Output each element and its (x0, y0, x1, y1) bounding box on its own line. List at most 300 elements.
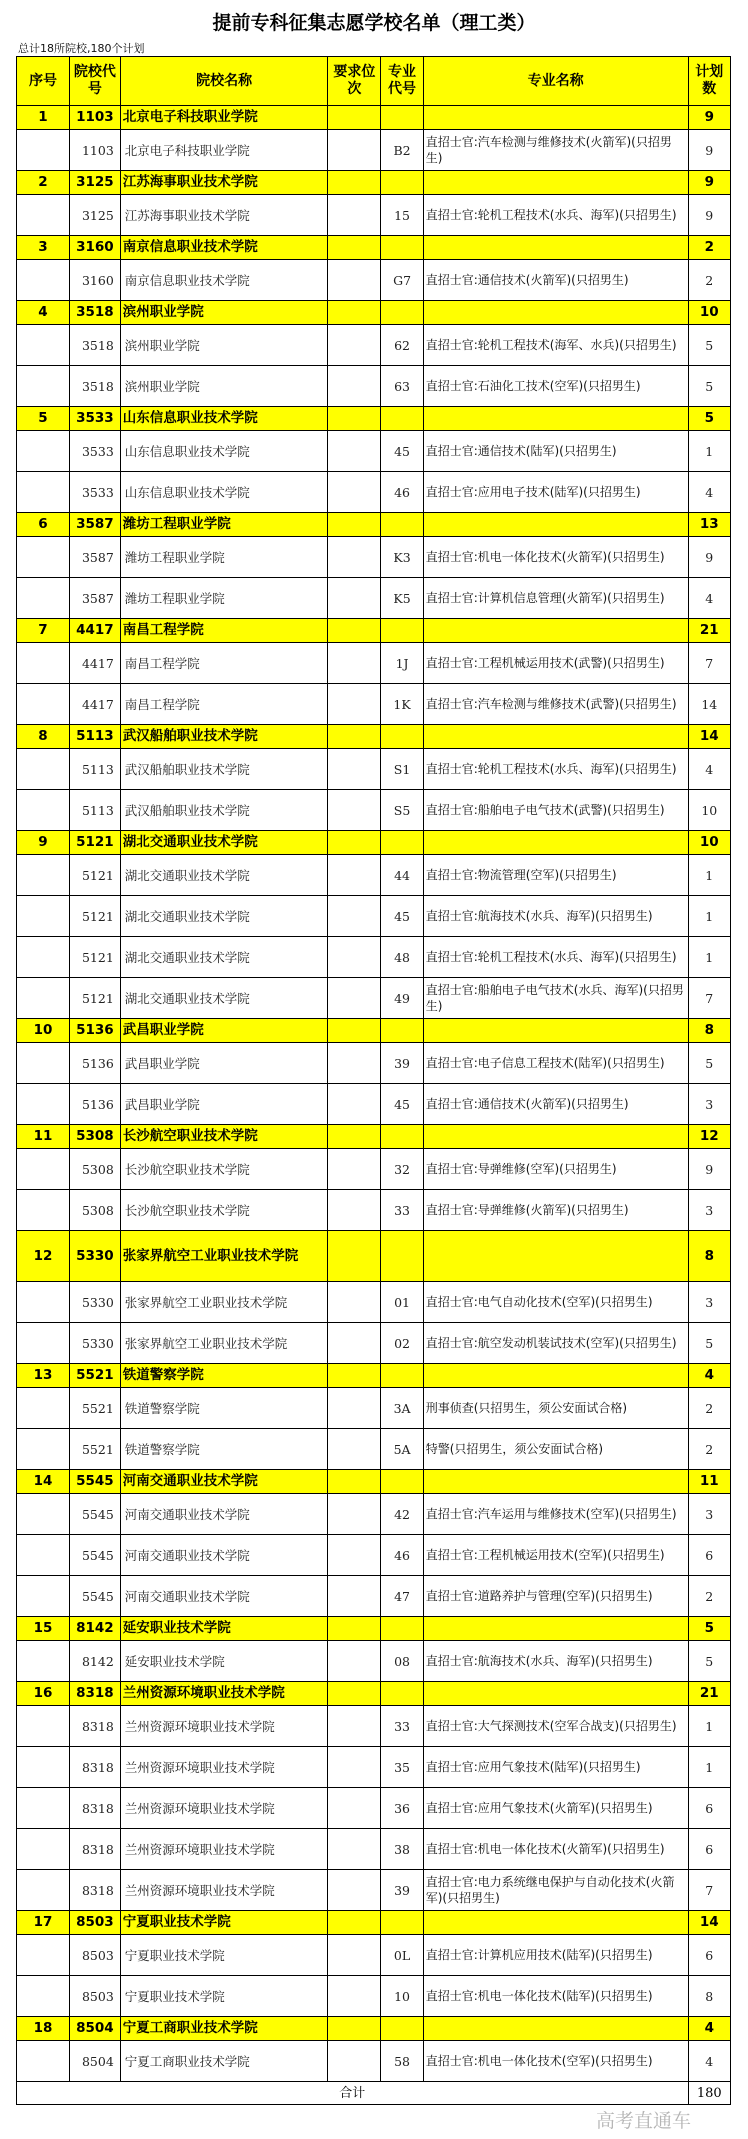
major-school-code: 5136 (69, 1043, 120, 1084)
major-plan: 7 (688, 643, 730, 684)
major-plan: 5 (688, 1043, 730, 1084)
major-school-code: 5121 (69, 978, 120, 1019)
school-major-name (423, 2017, 688, 2041)
major-school-code: 8504 (69, 2041, 120, 2082)
major-plan: 2 (688, 1429, 730, 1470)
school-code: 5121 (69, 831, 120, 855)
major-plan: 9 (688, 537, 730, 578)
major-seq (17, 260, 70, 301)
major-requirement (328, 1747, 381, 1788)
major-requirement (328, 1641, 381, 1682)
school-name: 武昌职业学院 (120, 1019, 328, 1043)
major-code: 02 (381, 1323, 423, 1364)
school-name: 武汉船舶职业技术学院 (120, 725, 328, 749)
major-name: 直招士官:轮机工程技术(水兵、海军)(只招男生) (423, 937, 688, 978)
major-row (17, 1043, 731, 1084)
major-school-name: 铁道警察学院 (120, 1429, 328, 1470)
major-school-code: 5121 (69, 855, 120, 896)
major-school-name: 南昌工程学院 (120, 684, 328, 725)
major-seq (17, 366, 70, 407)
major-code: 63 (381, 366, 423, 407)
school-requirement (328, 236, 381, 260)
major-name: 刑事侦查(只招男生，须公安面试合格) (423, 1388, 688, 1429)
major-school-name: 山东信息职业技术学院 (120, 472, 328, 513)
major-plan: 2 (688, 1388, 730, 1429)
major-name: 直招士官:电力系统继电保护与自动化技术(火箭军)(只招男生) (423, 1870, 688, 1911)
major-requirement (328, 2041, 381, 2082)
school-major-code (381, 1364, 423, 1388)
major-school-name: 武昌职业学院 (120, 1084, 328, 1125)
school-list-table (16, 56, 731, 2105)
major-school-name: 潍坊工程职业学院 (120, 578, 328, 619)
major-school-code: 3533 (69, 431, 120, 472)
major-row (17, 1535, 731, 1576)
major-plan: 5 (688, 1641, 730, 1682)
school-requirement (328, 1125, 381, 1149)
major-name: 直招士官:航空发动机装试技术(空军)(只招男生) (423, 1323, 688, 1364)
major-seq (17, 978, 70, 1019)
major-code: 47 (381, 1576, 423, 1617)
school-plan: 14 (688, 1911, 730, 1935)
major-row (17, 1323, 731, 1364)
school-major-code (381, 301, 423, 325)
major-code: 38 (381, 1829, 423, 1870)
school-major-name (423, 1617, 688, 1641)
major-seq (17, 537, 70, 578)
header-plan: 计划数 (688, 57, 730, 106)
school-row (17, 2017, 731, 2041)
major-school-code: 5121 (69, 937, 120, 978)
major-code: B2 (381, 130, 423, 171)
school-major-name (423, 1364, 688, 1388)
school-name: 江苏海事职业技术学院 (120, 171, 328, 195)
school-code: 8142 (69, 1617, 120, 1641)
major-school-name: 长沙航空职业技术学院 (120, 1190, 328, 1231)
major-school-code: 3518 (69, 366, 120, 407)
major-name: 直招士官:通信技术(陆军)(只招男生) (423, 431, 688, 472)
major-name: 直招士官:导弹维修(火箭军)(只招男生) (423, 1190, 688, 1231)
school-row (17, 1364, 731, 1388)
major-code: 0L (381, 1935, 423, 1976)
major-code: 1J (381, 643, 423, 684)
major-school-code: 5308 (69, 1149, 120, 1190)
school-major-code (381, 106, 423, 130)
school-plan: 5 (688, 407, 730, 431)
school-requirement (328, 1911, 381, 1935)
major-code: 32 (381, 1149, 423, 1190)
major-row (17, 260, 731, 301)
major-requirement (328, 472, 381, 513)
major-school-code: 3587 (69, 578, 120, 619)
school-name: 南京信息职业技术学院 (120, 236, 328, 260)
major-school-name: 湖北交通职业技术学院 (120, 855, 328, 896)
major-row (17, 1829, 731, 1870)
major-seq (17, 1494, 70, 1535)
school-major-name (423, 106, 688, 130)
school-plan: 8 (688, 1231, 730, 1282)
school-seq: 4 (17, 301, 70, 325)
major-school-name: 滨州职业学院 (120, 325, 328, 366)
school-seq: 11 (17, 1125, 70, 1149)
major-name: 直招士官:汽车检测与维修技术(火箭军)(只招男生) (423, 130, 688, 171)
school-major-name (423, 513, 688, 537)
major-school-name: 宁夏职业技术学院 (120, 1976, 328, 2017)
major-code: 5A (381, 1429, 423, 1470)
school-seq: 6 (17, 513, 70, 537)
major-code: 10 (381, 1976, 423, 2017)
school-plan: 4 (688, 1364, 730, 1388)
major-school-code: 1103 (69, 130, 120, 171)
major-school-code: 4417 (69, 684, 120, 725)
major-row (17, 1935, 731, 1976)
major-seq (17, 749, 70, 790)
major-plan: 6 (688, 1788, 730, 1829)
major-requirement (328, 978, 381, 1019)
major-school-name: 长沙航空职业技术学院 (120, 1149, 328, 1190)
major-name: 直招士官:机电一体化技术(火箭军)(只招男生) (423, 537, 688, 578)
major-code: 36 (381, 1788, 423, 1829)
major-school-name: 武汉船舶职业技术学院 (120, 749, 328, 790)
major-requirement (328, 1323, 381, 1364)
school-requirement (328, 1364, 381, 1388)
major-plan: 9 (688, 1149, 730, 1190)
major-plan: 3 (688, 1494, 730, 1535)
major-school-code: 3160 (69, 260, 120, 301)
header-school-name: 院校名称 (120, 57, 328, 106)
school-requirement (328, 1231, 381, 1282)
major-seq (17, 1747, 70, 1788)
major-school-name: 湖北交通职业技术学院 (120, 896, 328, 937)
major-seq (17, 472, 70, 513)
major-row (17, 1747, 731, 1788)
major-school-name: 南昌工程学院 (120, 643, 328, 684)
major-requirement (328, 1870, 381, 1911)
major-row (17, 1282, 731, 1323)
major-plan: 1 (688, 431, 730, 472)
major-code: 35 (381, 1747, 423, 1788)
major-school-name: 兰州资源环境职业技术学院 (120, 1747, 328, 1788)
school-major-name (423, 1682, 688, 1706)
major-plan: 10 (688, 790, 730, 831)
major-code: 48 (381, 937, 423, 978)
major-name: 直招士官:航海技术(水兵、海军)(只招男生) (423, 1641, 688, 1682)
major-seq (17, 1641, 70, 1682)
major-school-code: 5545 (69, 1494, 120, 1535)
major-seq (17, 790, 70, 831)
total-value: 180 (688, 2082, 730, 2105)
major-plan: 4 (688, 2041, 730, 2082)
school-requirement (328, 513, 381, 537)
major-seq (17, 684, 70, 725)
major-school-name: 铁道警察学院 (120, 1388, 328, 1429)
school-seq: 8 (17, 725, 70, 749)
major-name: 直招士官:导弹维修(空军)(只招男生) (423, 1149, 688, 1190)
school-major-code (381, 1231, 423, 1282)
major-code: 33 (381, 1706, 423, 1747)
major-row (17, 1641, 731, 1682)
major-name: 直招士官:应用气象技术(陆军)(只招男生) (423, 1747, 688, 1788)
school-requirement (328, 407, 381, 431)
major-requirement (328, 260, 381, 301)
school-plan: 14 (688, 725, 730, 749)
school-name: 湖北交通职业技术学院 (120, 831, 328, 855)
school-name: 河南交通职业技术学院 (120, 1470, 328, 1494)
school-major-code (381, 513, 423, 537)
major-row (17, 2041, 731, 2082)
major-plan: 8 (688, 1976, 730, 2017)
school-code: 5521 (69, 1364, 120, 1388)
major-code: K5 (381, 578, 423, 619)
school-major-code (381, 725, 423, 749)
major-plan: 6 (688, 1829, 730, 1870)
school-row (17, 407, 731, 431)
major-seq (17, 1190, 70, 1231)
major-seq (17, 937, 70, 978)
major-school-name: 河南交通职业技术学院 (120, 1535, 328, 1576)
major-seq (17, 1706, 70, 1747)
major-code: 33 (381, 1190, 423, 1231)
major-plan: 7 (688, 1870, 730, 1911)
major-school-code: 5521 (69, 1388, 120, 1429)
major-plan: 14 (688, 684, 730, 725)
major-school-code: 4417 (69, 643, 120, 684)
major-seq (17, 195, 70, 236)
school-major-name (423, 1125, 688, 1149)
school-plan: 9 (688, 171, 730, 195)
school-name: 长沙航空职业技术学院 (120, 1125, 328, 1149)
major-plan: 7 (688, 978, 730, 1019)
major-requirement (328, 578, 381, 619)
school-major-name (423, 1019, 688, 1043)
school-seq: 14 (17, 1470, 70, 1494)
major-school-code: 5330 (69, 1282, 120, 1323)
school-requirement (328, 301, 381, 325)
school-major-name (423, 1231, 688, 1282)
header-major-name: 专业名称 (423, 57, 688, 106)
major-requirement (328, 855, 381, 896)
major-requirement (328, 195, 381, 236)
major-requirement (328, 537, 381, 578)
major-name: 直招士官:轮机工程技术(海军、水兵)(只招男生) (423, 325, 688, 366)
major-plan: 6 (688, 1535, 730, 1576)
major-code: 49 (381, 978, 423, 1019)
school-row (17, 301, 731, 325)
school-major-name (423, 171, 688, 195)
major-school-code: 5113 (69, 790, 120, 831)
major-name: 直招士官:机电一体化技术(陆军)(只招男生) (423, 1976, 688, 2017)
major-school-name: 北京电子科技职业学院 (120, 130, 328, 171)
school-name: 滨州职业学院 (120, 301, 328, 325)
major-school-name: 湖北交通职业技术学院 (120, 937, 328, 978)
major-name: 直招士官:机电一体化技术(火箭军)(只招男生) (423, 1829, 688, 1870)
major-plan: 1 (688, 937, 730, 978)
major-school-code: 5330 (69, 1323, 120, 1364)
major-seq (17, 643, 70, 684)
major-code: S5 (381, 790, 423, 831)
major-school-code: 8318 (69, 1747, 120, 1788)
school-row (17, 725, 731, 749)
major-name: 直招士官:石油化工技术(空军)(只招男生) (423, 366, 688, 407)
school-name: 宁夏工商职业技术学院 (120, 2017, 328, 2041)
major-code: 46 (381, 1535, 423, 1576)
school-row (17, 1911, 731, 1935)
major-seq (17, 325, 70, 366)
school-code: 3533 (69, 407, 120, 431)
major-school-code: 8318 (69, 1870, 120, 1911)
major-name: 直招士官:工程机械运用技术(空军)(只招男生) (423, 1535, 688, 1576)
major-school-code: 5521 (69, 1429, 120, 1470)
major-code: 3A (381, 1388, 423, 1429)
major-code: 42 (381, 1494, 423, 1535)
major-row (17, 855, 731, 896)
major-school-name: 武汉船舶职业技术学院 (120, 790, 328, 831)
school-code: 5113 (69, 725, 120, 749)
major-requirement (328, 1976, 381, 2017)
school-major-code (381, 619, 423, 643)
school-major-code (381, 1470, 423, 1494)
school-major-name (423, 619, 688, 643)
major-plan: 1 (688, 1706, 730, 1747)
major-row (17, 366, 731, 407)
school-row (17, 1682, 731, 1706)
major-code: 46 (381, 472, 423, 513)
major-name: 直招士官:物流管理(空军)(只招男生) (423, 855, 688, 896)
school-seq: 1 (17, 106, 70, 130)
major-plan: 1 (688, 855, 730, 896)
major-school-name: 兰州资源环境职业技术学院 (120, 1706, 328, 1747)
major-requirement (328, 1535, 381, 1576)
major-requirement (328, 1788, 381, 1829)
major-requirement (328, 790, 381, 831)
major-code: 08 (381, 1641, 423, 1682)
major-school-code: 5113 (69, 749, 120, 790)
major-name: 直招士官:计算机信息管理(火箭军)(只招男生) (423, 578, 688, 619)
school-requirement (328, 1617, 381, 1641)
major-requirement (328, 643, 381, 684)
major-seq (17, 855, 70, 896)
school-major-code (381, 236, 423, 260)
major-school-name: 武昌职业学院 (120, 1043, 328, 1084)
school-plan: 10 (688, 831, 730, 855)
school-major-name (423, 236, 688, 260)
major-row (17, 1706, 731, 1747)
major-school-name: 兰州资源环境职业技术学院 (120, 1829, 328, 1870)
major-plan: 1 (688, 1747, 730, 1788)
major-row (17, 978, 731, 1019)
page-subtitle: 总计18所院校,180个计划 (18, 42, 145, 55)
school-code: 3160 (69, 236, 120, 260)
major-school-code: 8318 (69, 1706, 120, 1747)
major-school-name: 湖北交通职业技术学院 (120, 978, 328, 1019)
major-school-name: 宁夏工商职业技术学院 (120, 2041, 328, 2082)
major-name: 直招士官:轮机工程技术(水兵、海军)(只招男生) (423, 195, 688, 236)
major-row (17, 431, 731, 472)
major-code: 58 (381, 2041, 423, 2082)
major-school-code: 8318 (69, 1788, 120, 1829)
major-seq (17, 431, 70, 472)
major-row (17, 643, 731, 684)
school-code: 5308 (69, 1125, 120, 1149)
major-requirement (328, 1282, 381, 1323)
major-school-code: 5136 (69, 1084, 120, 1125)
major-school-code: 5121 (69, 896, 120, 937)
school-plan: 21 (688, 1682, 730, 1706)
major-requirement (328, 1190, 381, 1231)
major-requirement (328, 431, 381, 472)
major-plan: 4 (688, 578, 730, 619)
major-row (17, 1494, 731, 1535)
major-seq (17, 1084, 70, 1125)
school-major-code (381, 2017, 423, 2041)
major-requirement (328, 1935, 381, 1976)
major-plan: 9 (688, 130, 730, 171)
school-major-code (381, 407, 423, 431)
school-name: 张家界航空工业职业技术学院 (120, 1231, 328, 1282)
major-code: 39 (381, 1043, 423, 1084)
major-plan: 3 (688, 1190, 730, 1231)
school-plan: 10 (688, 301, 730, 325)
major-row (17, 1788, 731, 1829)
major-school-name: 兰州资源环境职业技术学院 (120, 1788, 328, 1829)
school-code: 3518 (69, 301, 120, 325)
header-major-code: 专业代号 (381, 57, 423, 106)
school-name: 延安职业技术学院 (120, 1617, 328, 1641)
school-row (17, 1231, 731, 1282)
major-seq (17, 1149, 70, 1190)
school-major-code (381, 831, 423, 855)
major-school-name: 延安职业技术学院 (120, 1641, 328, 1682)
school-code: 8318 (69, 1682, 120, 1706)
header-school-code: 院校代号 (69, 57, 120, 106)
major-seq (17, 1323, 70, 1364)
major-school-code: 8503 (69, 1935, 120, 1976)
major-row (17, 937, 731, 978)
major-requirement (328, 937, 381, 978)
major-row (17, 749, 731, 790)
school-requirement (328, 106, 381, 130)
school-major-name (423, 301, 688, 325)
major-school-name: 兰州资源环境职业技术学院 (120, 1870, 328, 1911)
school-name: 潍坊工程职业学院 (120, 513, 328, 537)
major-name: 直招士官:应用气象技术(火箭军)(只招男生) (423, 1788, 688, 1829)
school-seq: 17 (17, 1911, 70, 1935)
major-seq (17, 1870, 70, 1911)
school-major-code (381, 171, 423, 195)
major-seq (17, 1976, 70, 2017)
school-code: 5330 (69, 1231, 120, 1282)
major-school-name: 江苏海事职业技术学院 (120, 195, 328, 236)
major-requirement (328, 1388, 381, 1429)
major-school-name: 河南交通职业技术学院 (120, 1494, 328, 1535)
major-requirement (328, 1084, 381, 1125)
school-code: 3587 (69, 513, 120, 537)
major-row (17, 325, 731, 366)
major-seq (17, 1576, 70, 1617)
major-requirement (328, 684, 381, 725)
major-name: 直招士官:航海技术(水兵、海军)(只招男生) (423, 896, 688, 937)
major-requirement (328, 1829, 381, 1870)
school-row (17, 831, 731, 855)
major-school-name: 张家界航空工业职业技术学院 (120, 1282, 328, 1323)
school-requirement (328, 1682, 381, 1706)
major-requirement (328, 749, 381, 790)
table-header-row (17, 57, 731, 106)
major-seq (17, 1282, 70, 1323)
major-requirement (328, 366, 381, 407)
school-seq: 13 (17, 1364, 70, 1388)
major-name: 直招士官:汽车检测与维修技术(武警)(只招男生) (423, 684, 688, 725)
school-row (17, 1125, 731, 1149)
